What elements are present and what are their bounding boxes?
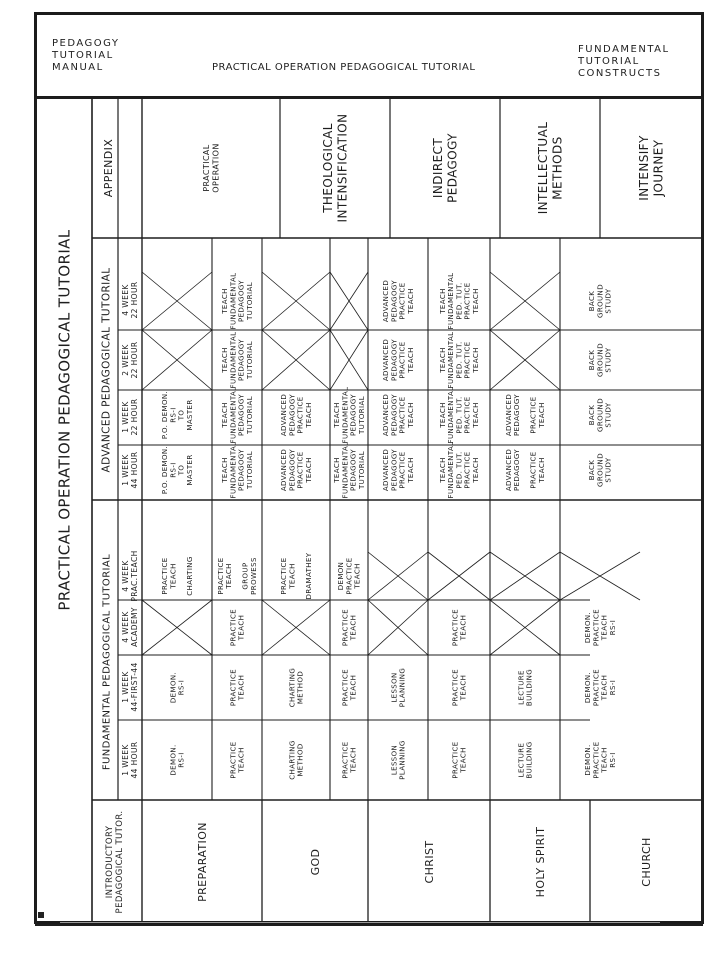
cell-text-line: OPERATION <box>211 143 221 193</box>
cell-text-line: TEACH <box>600 614 609 641</box>
cell-text-line: PED. TUT. <box>455 282 464 320</box>
cell-text-line: TUTORIAL <box>245 340 254 380</box>
cell-text-line: FUNDAMENTAL <box>447 386 456 444</box>
intro-cell <box>534 827 547 898</box>
fundamental-cell <box>584 669 617 706</box>
advanced-cell <box>439 442 480 499</box>
table-title <box>55 229 73 610</box>
cell-text-line: INTENSIFY <box>637 135 652 201</box>
cell-text-line: TO <box>177 464 186 476</box>
cell-text-line: TEACH <box>221 288 230 314</box>
cell-text-line: DRAMATHEY <box>304 552 313 600</box>
intro-cell <box>640 837 653 886</box>
cell-text-line: FUNDAMENTAL <box>447 441 456 499</box>
cell-text-line: PRACTICAL <box>202 144 212 192</box>
cell-text-line: TEACH <box>471 288 480 314</box>
table-border <box>36 98 702 925</box>
cell-text-line: CHRIST <box>422 840 436 884</box>
cell-text-line: TEACH <box>225 563 234 589</box>
cell-text-line: PRACTICE <box>229 668 238 707</box>
cell-text-line: PRACTICE <box>592 741 601 779</box>
fundamental-cell <box>341 609 357 646</box>
cell-text-line: DEMON. <box>169 671 178 704</box>
cell-text-line: 44 HOUR <box>130 451 140 489</box>
cell-text-line: PRAC.TEACH <box>130 550 140 602</box>
cell-text-line: P.O. DEMON. <box>161 390 170 440</box>
cell-text-line: PRACTICE <box>592 668 601 707</box>
cell-text-line: PRACTICE <box>345 557 354 595</box>
cell-text-line: PED. TUT. <box>455 451 464 489</box>
cell-text-line: CHARTING <box>288 740 297 780</box>
cell-text-line: PEDAGOGY <box>445 133 460 203</box>
cell-text-line: ADVANCED <box>504 393 513 437</box>
cell-text-line: PEDAGOGY <box>390 338 399 382</box>
fundamental-cell <box>451 609 467 646</box>
cell-text-line: LECTURE <box>517 670 526 705</box>
cell-text-line: STUDY <box>604 457 613 483</box>
cell-text-line: 22 HOUR <box>130 281 140 319</box>
cell-text-line: 44-FIRST-44 <box>130 662 140 712</box>
fundamental-cell <box>229 609 245 646</box>
advanced-cell <box>161 391 194 439</box>
cell-text-line: TEACH <box>438 347 447 373</box>
cell-text-line: PRACTICE <box>296 451 305 489</box>
cell-text-line: 1 WEEK <box>121 454 131 486</box>
cell-text-line: PRACTICE <box>398 341 407 379</box>
cell-text-line: RS-I <box>177 679 186 696</box>
cell-text-line: PEDAGOGY <box>349 393 358 437</box>
cell-text-line: ADVANCED <box>382 279 391 323</box>
cell-text-line: FUNDAMENTAL <box>229 386 238 444</box>
cell-text-line: TUTORIAL <box>245 395 254 435</box>
header-right-line: TUTORIAL <box>578 56 640 67</box>
advanced-subheader <box>121 342 139 379</box>
cell-text-line: TEACH <box>304 402 313 428</box>
cell-text-line: FUNDAMENTAL PEDAGOGICAL TUTORIAL <box>101 553 113 771</box>
header-title: PRACTICAL OPERATION PEDAGOGICAL TUTORIAL <box>212 62 476 73</box>
cell-text-line: PROWESS <box>249 557 258 595</box>
fundamental-cell <box>517 669 533 706</box>
advanced-cell <box>221 332 254 389</box>
cell-text-line: JOURNEY <box>651 139 666 197</box>
cell-text-line: FUNDAMENTAL <box>341 386 350 444</box>
cell-text-line: TEACH <box>406 347 415 373</box>
cell-text-line: PRACTICE <box>451 741 460 779</box>
cell-text-line: PRACTICAL OPERATION PEDAGOGICAL TUTORIAL <box>55 229 74 611</box>
cell-text-line: PEDAGOGY <box>237 393 246 437</box>
cell-text-line: 4 WEEK <box>121 560 131 592</box>
cell-text-line: PRACTICE <box>463 396 472 434</box>
cell-text-line: STUDY <box>604 402 613 428</box>
cell-text-line: STUDY <box>604 347 613 373</box>
advanced-cell <box>588 398 613 432</box>
advanced-cell <box>280 394 313 437</box>
advanced-cell <box>439 332 480 389</box>
cell-text-line: 4 WEEK <box>121 611 131 643</box>
fundamental-cell <box>341 741 357 778</box>
advanced-cell <box>505 394 546 437</box>
cell-text-line: TEACH <box>349 614 358 641</box>
cell-text-line: THEOLOGICAL <box>321 123 336 213</box>
intro-cell <box>196 822 209 902</box>
cell-text-line: PEDAGOGY <box>237 279 246 323</box>
fundamental-cell <box>341 669 357 706</box>
cell-text-line: BACK <box>588 349 597 371</box>
cell-text-line: RS-I <box>169 462 178 478</box>
cell-text-line: 2 WEEK <box>121 344 131 376</box>
cell-text-line: RS-I <box>169 407 178 423</box>
cell-text-line: ACADEMY <box>130 607 140 647</box>
cell-text-line: PRACTICE <box>216 557 225 595</box>
fundamental-cell <box>584 609 617 646</box>
cell-text-line: TEACH <box>471 402 480 428</box>
advanced-cell <box>505 449 546 492</box>
cell-text-line: PRACTICE <box>463 282 472 320</box>
appendix-cell <box>431 133 459 203</box>
cell-text-line: TUTORIAL <box>245 450 254 490</box>
cell-text-line: TEACH <box>333 402 342 428</box>
intro-header <box>105 811 125 914</box>
cell-text-line: FUNDAMENTAL <box>229 331 238 389</box>
cell-text-line: 44 HOUR <box>130 741 140 779</box>
cell-text-line: TEACH <box>438 457 447 483</box>
cell-text-line: PEDAGOGY <box>288 448 297 492</box>
header-left-line: PEDAGOGY <box>52 38 120 49</box>
fundamental-cell <box>517 741 533 778</box>
cell-text-line: HOLY SPIRIT <box>533 826 547 898</box>
header-right-line: FUNDAMENTAL <box>578 44 670 55</box>
cell-text-line: ADVANCED PEDAGOGICAL TUTORIAL <box>100 267 113 473</box>
header-right-line: CONSTRUCTS <box>578 68 662 79</box>
cell-text-line: 4 WEEK <box>121 284 131 316</box>
advanced-cell <box>588 453 613 487</box>
cell-text-line: PRACTICE <box>161 557 170 595</box>
cell-text-line: TEACH <box>237 674 246 701</box>
cell-text-line: PRACTICE <box>341 741 350 779</box>
cell-text-line: DEMON. <box>584 744 593 776</box>
fundamental-cell <box>229 741 245 778</box>
cell-text-line: DEMON. <box>584 611 593 644</box>
header-left-line: TUTORIAL <box>52 50 114 61</box>
advanced-cell <box>588 343 613 377</box>
cell-text-line: GROUND <box>596 343 605 377</box>
page-marker <box>38 912 44 918</box>
cell-text-line: TUTORIAL <box>245 281 254 321</box>
cell-text-line: TEACH <box>537 457 546 483</box>
cell-text-line: ADVANCED <box>382 448 391 492</box>
cell-text-line: TEACH <box>288 563 297 589</box>
cell-text-line: PEDAGOGY <box>390 393 399 437</box>
fundamental-subheader <box>121 742 139 779</box>
cell-text-line: PRACTICE <box>592 608 601 647</box>
cell-text-line: PRACTICE <box>229 741 238 779</box>
advanced-cell <box>221 442 254 499</box>
cell-text-line: FUNDAMENTAL <box>447 331 456 389</box>
cell-text-line: PED. TUT. <box>455 396 464 434</box>
cell-text-line: TEACH <box>471 347 480 373</box>
cell-text-line: ADVANCED <box>382 393 391 437</box>
fundamental-subheader <box>121 550 139 601</box>
fundamental-cell <box>169 672 185 703</box>
intro-cell <box>309 849 322 876</box>
cell-text-line: TEACH <box>221 402 230 428</box>
cell-text-line: ADVANCED <box>280 393 289 437</box>
cell-text-line: PRACTICE <box>296 396 305 434</box>
cell-text-line: PRACTICE <box>463 451 472 489</box>
cell-text-line: TEACH <box>237 747 246 773</box>
cell-text-line: BACK <box>588 290 597 312</box>
cell-text-line: TEACH <box>459 614 468 641</box>
cell-text-line: FUNDAMENTAL <box>341 441 350 499</box>
fundamental-header <box>102 554 113 770</box>
cell-text-line: 1 WEEK <box>121 744 131 776</box>
fundamental-subheader <box>121 607 139 647</box>
appendix-cell <box>321 114 349 223</box>
cell-text-line: CHARTING <box>185 556 194 596</box>
cell-text-line: FUNDAMENTAL <box>229 441 238 499</box>
cell-text-line: TEACH <box>459 747 468 773</box>
cell-text-line: TEACH <box>169 563 178 589</box>
cell-text-line: PRACTICE <box>451 608 460 647</box>
cell-text-line: TEACH <box>438 402 447 428</box>
cell-text-line: GROUND <box>596 398 605 432</box>
cell-text-line: METHOD <box>296 743 305 777</box>
cell-text-line: 22 HOUR <box>130 398 140 436</box>
cell-text-line: LESSON <box>390 744 399 776</box>
advanced-cell <box>221 273 254 330</box>
fundamental-cell <box>451 741 467 778</box>
cell-text-line: MASTER <box>185 454 194 486</box>
intro-cell <box>423 841 436 884</box>
fundamental-cell <box>288 668 304 708</box>
cell-text-line: PEDAGOGY <box>390 448 399 492</box>
cell-text-line: PRACTICE <box>398 451 407 489</box>
cell-text-line: PEDAGOGY <box>349 448 358 492</box>
fundamental-cell <box>161 556 194 596</box>
fundamental-cell <box>584 741 617 778</box>
cell-text-line: RS-I <box>177 752 186 768</box>
cell-text-line: PRACTICE <box>451 668 460 707</box>
advanced-cell <box>382 339 415 382</box>
cell-text-line: PEDAGOGY <box>513 448 522 492</box>
fundamental-cell <box>288 740 304 780</box>
cell-text-line: TEACH <box>406 288 415 314</box>
advanced-cell <box>588 284 613 318</box>
fundamental-subheader <box>121 662 139 711</box>
cell-text-line: GROUP <box>241 562 250 590</box>
cell-text-line: PRACTICE <box>529 396 538 434</box>
fundamental-cell <box>337 557 362 594</box>
cell-text-line: INTRODUCTORY <box>104 825 115 899</box>
advanced-cell <box>280 449 313 492</box>
advanced-cell <box>221 387 254 444</box>
cell-text-line: 1 WEEK <box>121 401 131 433</box>
cell-text-line: BUILDING <box>525 668 534 707</box>
advanced-subheader <box>121 452 139 489</box>
cell-text-line: TEACH <box>406 402 415 428</box>
advanced-subheader <box>121 282 139 319</box>
cell-text-line: INTENSIFICATION <box>335 113 350 223</box>
cell-text-line: TEACH <box>221 457 230 483</box>
header-left-line: MANUAL <box>52 62 104 73</box>
cell-text-line: DEMON. <box>584 671 593 704</box>
cell-text-line: TEACH <box>471 457 480 483</box>
cell-text-line: PREPARATION <box>195 822 209 902</box>
fundamental-cell <box>390 740 406 779</box>
cell-text-line: PRACTICE <box>229 608 238 647</box>
cell-text-line: PRACTICE <box>398 282 407 320</box>
advanced-cell <box>333 387 366 444</box>
cell-text-line: TEACH <box>221 347 230 373</box>
cell-text-line: TUTORIAL <box>357 450 366 490</box>
advanced-cell <box>382 394 415 437</box>
cell-text-line: ADVANCED <box>382 338 391 382</box>
cell-text-line: GROUND <box>596 284 605 318</box>
advanced-header <box>101 267 113 472</box>
cell-text-line: BACK <box>588 459 597 481</box>
cell-text-line: TEACH <box>600 674 609 701</box>
advanced-cell <box>161 446 194 494</box>
cell-text-line: CHURCH <box>639 837 653 887</box>
cell-text-line: INDIRECT <box>431 137 446 199</box>
cell-text-line: PRACTICE <box>463 341 472 379</box>
cell-text-line: PRACTICE <box>341 608 350 647</box>
cell-text-line: BACK <box>588 404 597 426</box>
fundamental-cell <box>229 669 245 706</box>
cell-text-line: PRACTICE <box>398 396 407 434</box>
cell-text-line: STUDY <box>604 288 613 314</box>
cell-text-line: TUTORIAL <box>357 395 366 435</box>
cell-text-line: PEDAGOGY <box>390 279 399 323</box>
cell-text-line: BUILDING <box>525 741 534 779</box>
cell-text-line: APPENDIX <box>101 138 115 198</box>
advanced-cell <box>439 273 480 330</box>
cell-text-line: TEACH <box>459 674 468 701</box>
appendix-cell <box>202 143 220 192</box>
cell-text-line: RS-I <box>608 752 617 768</box>
cell-text-line: PRACTICE <box>341 668 350 707</box>
cell-text-line: TEACH <box>304 457 313 483</box>
advanced-cell <box>439 387 480 444</box>
cell-text-line: 22 HOUR <box>130 341 140 379</box>
fundamental-cell <box>390 668 406 707</box>
cell-text-line: GROUND <box>596 453 605 487</box>
advanced-cell <box>333 442 366 499</box>
cell-text-line: TEACH <box>349 674 358 701</box>
cell-text-line: LESSON <box>390 672 399 703</box>
cell-text-line: TEACH <box>537 402 546 428</box>
cell-text-line: PRACTICE <box>280 557 289 595</box>
cell-text-line: GOD <box>308 848 322 876</box>
cell-text-line: PLANNING <box>398 740 407 780</box>
fundamental-cell <box>169 744 185 775</box>
appendix-header <box>102 139 115 197</box>
cell-text-line: DEMON <box>337 561 346 591</box>
fundamental-cell <box>280 552 313 599</box>
cell-text-line: TEACH <box>406 457 415 483</box>
cell-text-line: TEACH <box>333 457 342 483</box>
cell-text-line: ADVANCED <box>504 448 513 492</box>
cell-text-line: PLANNING <box>398 667 407 708</box>
cell-text-line: 1 WEEK <box>121 671 131 703</box>
advanced-cell <box>382 280 415 323</box>
appendix-cell <box>536 122 564 215</box>
footer-rule <box>60 922 660 923</box>
cell-text-line: TO <box>177 409 186 421</box>
cell-text-line: PEDAGOGY <box>237 338 246 382</box>
cell-text-line: PEDAGOGY <box>288 393 297 437</box>
cell-text-line: METHODS <box>550 136 565 200</box>
cell-text-line: PRACTICE <box>529 451 538 489</box>
cell-text-line: INTELLECTUAL <box>536 121 551 215</box>
cell-text-line: TEACH <box>600 747 609 773</box>
cell-text-line: PEDAGOGICAL TUTOR. <box>114 810 125 914</box>
appendix-cell <box>637 135 665 201</box>
cell-text-line: CHARTING <box>288 667 297 708</box>
advanced-cell <box>382 449 415 492</box>
cell-text-line: FUNDAMENTAL <box>447 272 456 330</box>
cell-text-line: RS-I <box>608 679 617 696</box>
fundamental-cell <box>451 669 467 706</box>
cell-text-line: LECTURE <box>517 742 526 778</box>
cell-text-line: TEACH <box>438 288 447 314</box>
cell-text-line: PEDAGOGY <box>237 448 246 492</box>
cell-text-line: TEACH <box>237 614 246 641</box>
advanced-subheader <box>121 399 139 436</box>
fundamental-cell <box>217 557 258 595</box>
cell-text-line: PED. TUT. <box>455 341 464 379</box>
cell-text-line: FUNDAMENTAL <box>229 272 238 330</box>
cell-text-line: P.O. DEMON. <box>161 445 170 495</box>
cell-text-line: DEMON. <box>169 744 178 776</box>
cell-text-line: RS-I <box>608 619 617 636</box>
cell-text-line: METHOD <box>296 670 305 705</box>
cell-text-line: TEACH <box>353 563 362 589</box>
cell-text-line: ADVANCED <box>280 448 289 492</box>
cell-text-line: MASTER <box>185 399 194 431</box>
cell-text-line: PEDAGOGY <box>513 393 522 437</box>
cell-text-line: TEACH <box>349 747 358 773</box>
